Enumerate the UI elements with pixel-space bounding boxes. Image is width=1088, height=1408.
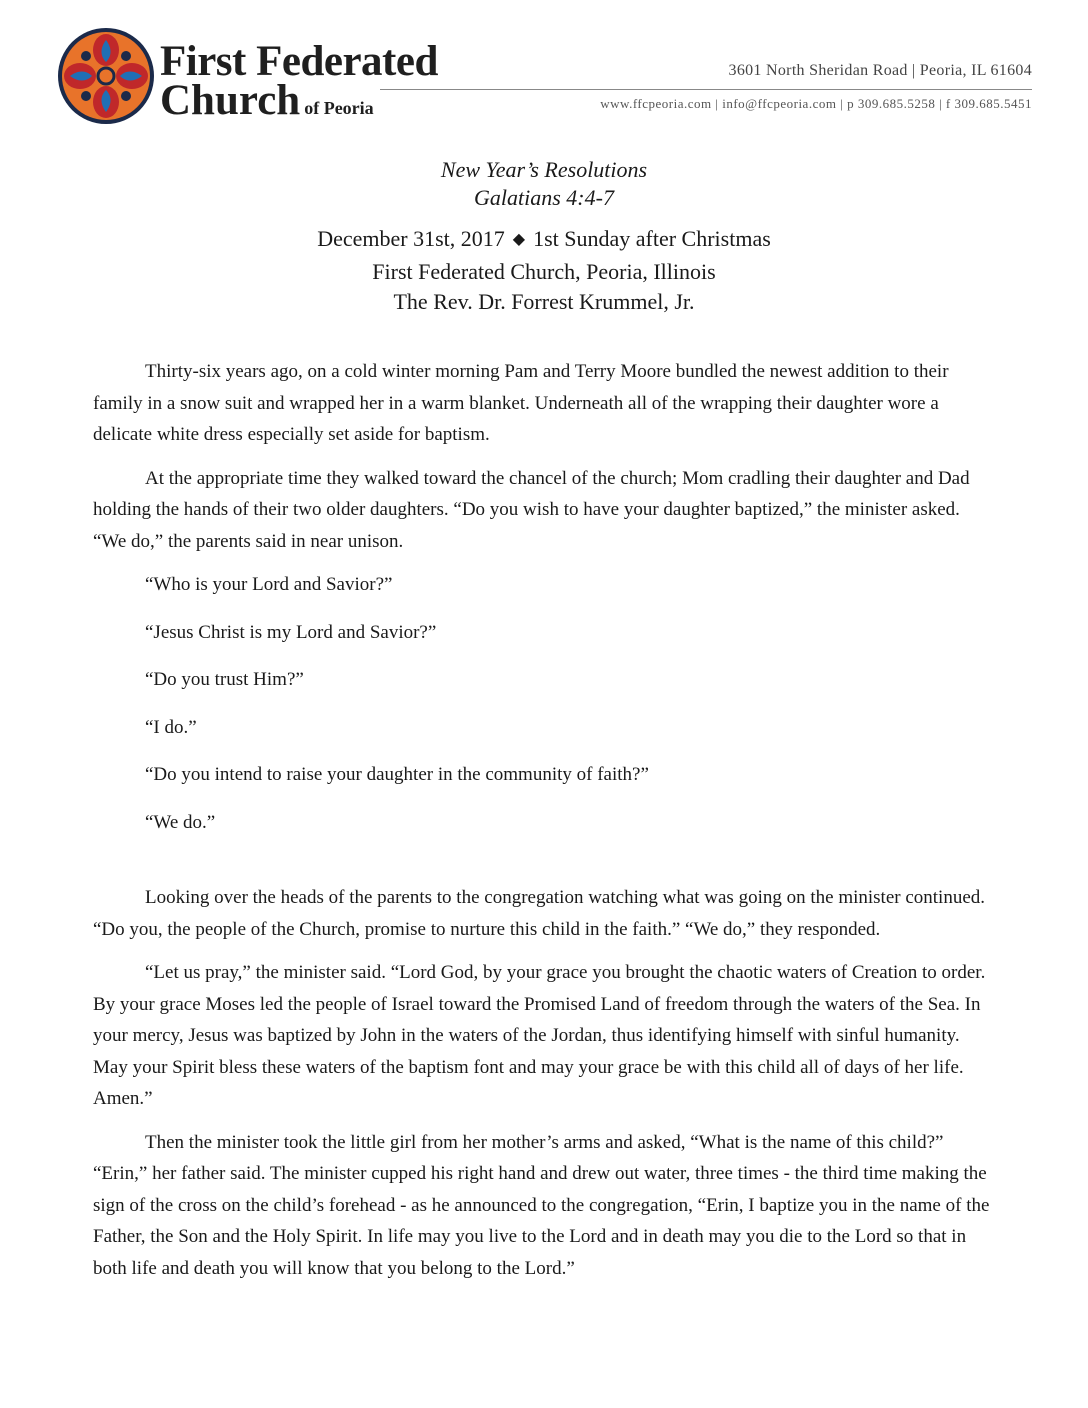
sermon-location: First Federated Church, Peoria, Illinois [372, 259, 716, 284]
dialogue-line: “Do you trust Him?” [145, 669, 304, 690]
church-name-line1: First Federated [160, 38, 438, 85]
sermon-occasion: 1st Sunday after Christmas [533, 226, 771, 251]
sermon-date: December 31st, 2017 [317, 226, 505, 251]
sermon-body [93, 356, 995, 1296]
church-address: 3601 North Sheridan Road | Peoria, IL 61604 [728, 62, 1032, 79]
sermon-scripture: Galatians 4:4-7 [474, 185, 614, 210]
sermon-preacher: The Rev. Dr. Forrest Krummel, Jr. [393, 289, 695, 314]
dialogue-line: “Do you intend to raise your daughter in the community of faith?” [145, 764, 649, 785]
paragraph: At the appropriate time they walked toward the chancel of the church; Mom cradling their daughter and Dad holding the hands of their two older daughters. “Do you wish to have your daughter baptized,” the minister asked. “We do,” the parents said in near unison. [93, 467, 970, 552]
paragraph: Thirty-six years ago, on a cold winter morning Pam and Terry Moore bundled the newest addition to their family in a snow suit and wrapped her in a warm blanket. Underneath all of the wrapping their daughter wore a delicate white dress especially set aside for baptism. [93, 361, 949, 445]
paragraph: Then the minister took the little girl from her mother’s arms and asked, “What is the name of this child?” “Erin,” her father said. The minister cupped his right hand and drew out water, three times - the third time making the sign of the cross on the child’s forehead - as he announced to the congregation, “Erin, I baptize you in the name of the Father, the Son and the Holy Spirit. In life may you live to the Lord and in death may you die to the Lord so that in both life and death you will know that you belong to the Lord.” [93, 1131, 990, 1279]
paragraph: Looking over the heads of the parents to the congregation watching what was going on the minister continued. “Do you, the people of the Church, promise to nurture this child in the faith.” “We do,” they responded. [93, 887, 986, 940]
church-name-church: Church [160, 77, 301, 124]
dialogue-line: “Jesus Christ is my Lord and Savior?” [145, 621, 437, 643]
bullet-separator: ◆ [512, 231, 526, 248]
church-name-of-peoria: of Peoria [304, 98, 374, 118]
dialogue-line: “I do.” [145, 716, 197, 738]
sermon-title: New Year’s Resolutions [440, 157, 648, 182]
church-contact: www.ffcpeoria.com | info@ffcpeoria.com | p 309.685.5258 | f 309.685.5451 [600, 96, 1032, 111]
church-name-line2 [160, 79, 438, 122]
church-name [160, 40, 438, 122]
dialogue-line: “We do.” [145, 811, 216, 833]
sermon-date-line [0, 224, 1088, 257]
paragraph: “Let us pray,” the minister said. “Lord God, by your grace you brought the chaotic waters of Creation to order. By your grace Moses led the people of Israel toward the Promised Land of freedom through the waters of the Sea. In your mercy, Jesus was baptized by John in the waters of the Jordan, thus identifying himself with sinful humanity. May your Spirit bless these waters of the baptism font and may your grace be with this child all of days of her life. Amen.” [93, 962, 986, 1109]
dialogue-line: “Who is your Lord and Savior?” [145, 574, 393, 595]
letterhead-divider [380, 89, 1032, 90]
church-logo [56, 26, 156, 126]
sermon-header [0, 156, 1088, 317]
